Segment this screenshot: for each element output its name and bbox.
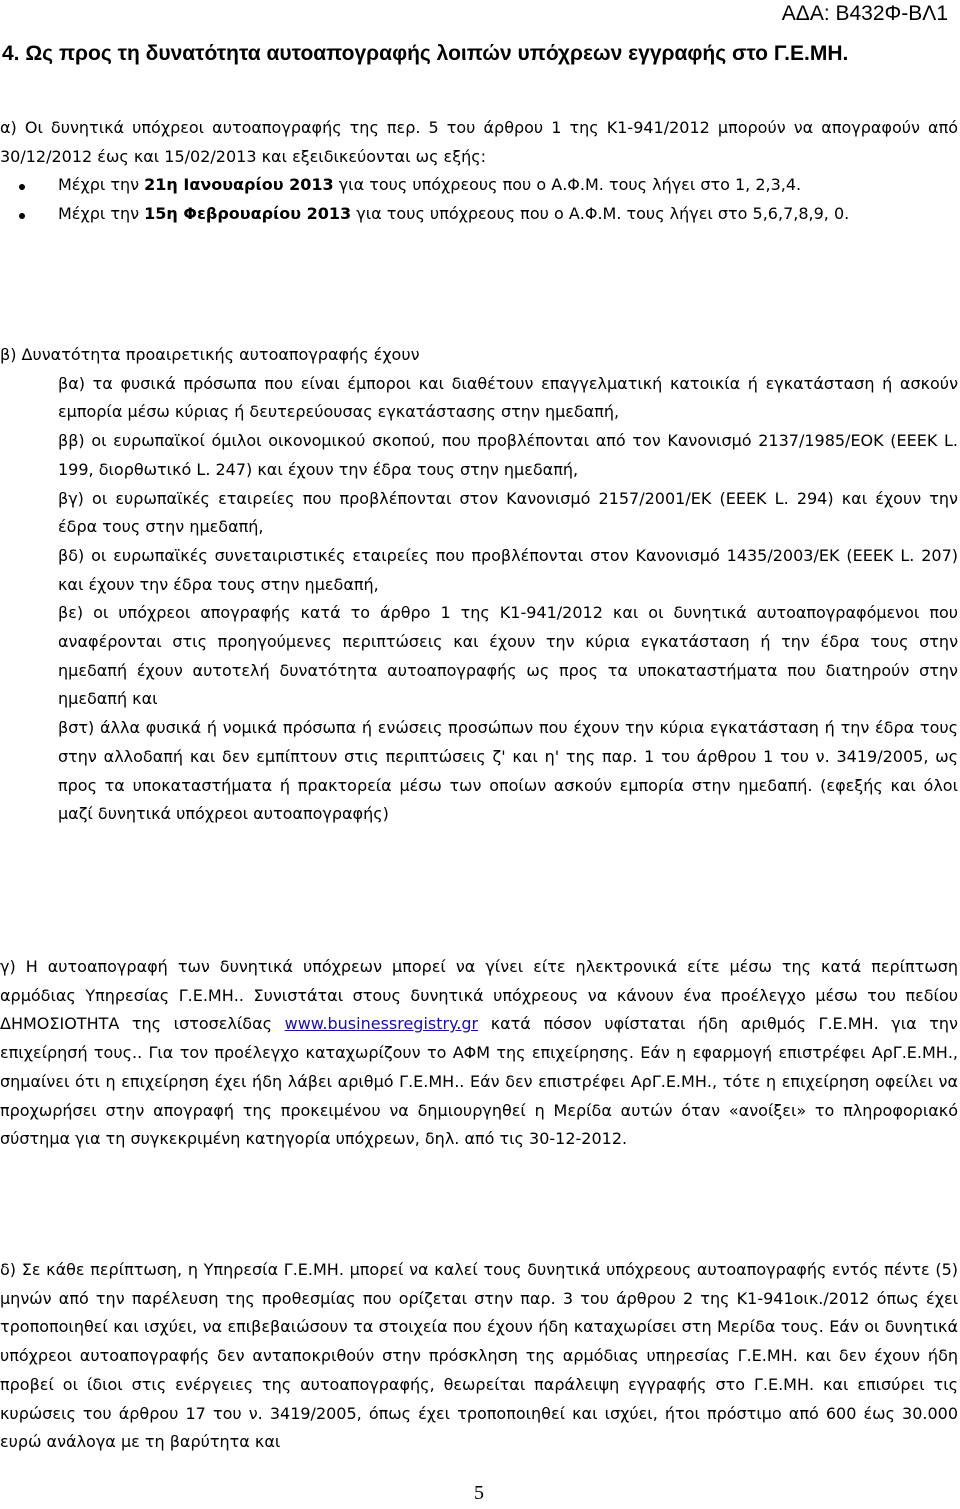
deadline-date-2: 15η Φεβρουαρίου 2013 [144,203,352,223]
section-a-intro: α) Οι δυνητικά υπόχρεοι αυτοαπογραφής της περ. 5 του άρθρου 1 της Κ1-941/2012 μπορούν να απογραφούν από 30/12/2012 έως και 15/02/2013 και εξειδικεύονται ως εξής: [0,118,958,166]
section-b [0,341,958,829]
section-heading: 4. Ως προς τη δυνατότητα αυτοαπογραφής λοιπών υπόχρεων εγγραφής στο Γ.Ε.ΜΗ. [2,42,849,65]
bullet-icon [19,213,25,219]
section-b-title: β) Δυνατότητα προαιρετικής αυτοαπογραφής έχουν [0,345,420,364]
section-d: δ) Σε κάθε περίπτωση, η Υπηρεσία Γ.Ε.ΜΗ. μπορεί να καλεί τους δυνητικά υπόχρεους αυτοαπογραφής εντός πέντε (5) μηνών από την παρέλευση της προθεσμίας που ορίζεται στην παρ. 3 του άρθρου 2 της Κ1-941οικ./2012 όπως έχει τροποποιηθεί και ισχύει, να επιβεβαιώσουν τα στοιχεία που έχουν ήδη καταχωρίσει στη Μερίδα τους. Εάν οι δυνητικά υπόχρεοι αυτοαπογραφής δεν ανταποκριθούν στην πρόσκληση της αρμόδιας υπηρεσίας Γ.Ε.ΜΗ. και δεν έχουν ήδη προβεί οι ίδιοι στις ενέργειες της αυτοαπογραφής, θεωρείται παράλειψη εγγραφής στο Γ.Ε.ΜΗ. και επισύρει τις κυρώσεις του άρθρου 17 του ν. 3419/2005, όπως έχει τροποποιηθεί και ισχύει, ήτοι πρόστιμο από 600 έως 30.000 ευρώ ανάλογα με τη βαρύτητα και [0,1260,958,1452]
deadline-item-2: Μέχρι την 15η Φεβρουαρίου 2013 για τους υπόχρεους που ο Α.Φ.Μ. τους λήγει στο 5,6,7,8,9, 0. [0,200,958,229]
section-b-item-bd: βδ) οι ευρωπαϊκές συνεταιριστικές εταιρείες που προβλέπονται στον Κανονισμό 1435/2003/ΕΚ (ΕΕΕΚ L. 207) και έχουν την έδρα τους στην ημεδαπή, [58,545,958,594]
section-b-item-bg: βγ) οι ευρωπαϊκές εταιρείες που προβλέπονται στον Κανονισμό 2157/2001/ΕΚ (ΕΕΕΚ L. 294) και έχουν την έδρα τους στην ημεδαπή, [58,488,958,537]
bullet-icon [19,184,25,190]
deadline-list [0,171,958,228]
page-number: 5 [474,1482,484,1504]
deadline-date-1: 21η Ιανουαρίου 2013 [144,175,334,194]
section-c: γ) Η αυτοαπογραφή των δυνητικά υπόχρεων μπορεί να γίνει είτε ηλεκτρονικά είτε μέσω της κατά περίπτωση αρμόδιας Υπηρεσίας Γ.Ε.ΜΗ.. Συνιστάται στους δυνητικά υπόχρεους να κάνουν ένα προέλεγχο μέσω του πεδίου ΔΗΜΟΣΙΟΤΗΤΑ της ιστοσελίδας www.businessregistry.gr κατά πόσον υφίσταται ήδη αριθμός Γ.Ε.ΜΗ. για την επιχείρησή τους.. Για τον προέλεγχο καταχωρίζουν το ΑΦΜ της επιχείρησης. Εάν η εφαρμογή επιστρέφει ΑρΓ.Ε.ΜΗ., σημαίνει ότι η επιχείρηση έχει ήδη λάβει αριθμό Γ.Ε.ΜΗ.. Εάν δεν επιστρέφει ΑρΓ.Ε.ΜΗ., τότε η επιχείρηση οφείλει να προχωρήσει στην απογραφή της προκειμένου να δημιουργηθεί η Μερίδα αυτών όταν «ανοίξει» το πληροφοριακό σύστημα για τη συγκεκριμένη κατηγορία υπόχρεων, δηλ. από τις 30-12-2012. [0,957,958,1149]
ada-code: ΑΔΑ: Β432Φ-ΒΛ1 [781,2,948,25]
section-b-item-bst: βστ) άλλα φυσικά ή νομικά πρόσωπα ή ενώσεις προσώπων που έχουν την κύρια εγκατάσταση ή την έδρα τους στην αλλοδαπή και δεν εμπίπτουν στις περιπτώσεις ζ' και η' της παρ. 1 του άρθρου 1 του ν. 3419/2005, ως προς τα υποκαταστήματα ή πρακτορεία μέσω των οποίων ασκούν εμπορία στην ημεδαπή. (εφεξής και όλοι μαζί δυνητικά υπόχρεοι αυτοαπογραφής) [58,718,958,824]
deadline-item-1: Μέχρι την 21η Ιανουαρίου 2013 για τους υπόχρεους που ο Α.Φ.Μ. τους λήγει στο 1, 2,3,4. [0,171,958,200]
businessregistry-link[interactable]: www.businessregistry.gr [284,1014,479,1034]
section-b-item-bb: ββ) οι ευρωπαϊκοί όμιλοι οικονομικού σκοπού, που προβλέπονται από τον Κανονισμό 2137/1985/ΕΟΚ (ΕΕΕΚ L. 199, διορθωτικό L. 247) και έχουν την έδρα τους στην ημεδαπή, [58,431,958,479]
section-b-item-be: βε) οι υπόχρεοι απογραφής κατά το άρθρο 1 της Κ1-941/2012 και οι δυνητικά αυτοαπογραφόμενοι που αναφέρονται στις προηγούμενες περιπτώσεις και έχουν την κύρια εγκατάσταση ή την έδρα τους στην ημεδαπή έχουν αυτοτελή δυνατότητα αυτοαπογραφής ως προς τα υποκαταστήματα που διατηρούν στην ημεδαπή και [58,603,958,709]
section-b-item-ba: βα) τα φυσικά πρόσωπα που είναι έμποροι και διαθέτουν επαγγελματική κατοικία ή εγκατάσταση ή ασκούν εμπορία μέσω κύριας ή δευτερεύουσας εγκατάστασης στην ημεδαπή, [58,373,958,422]
